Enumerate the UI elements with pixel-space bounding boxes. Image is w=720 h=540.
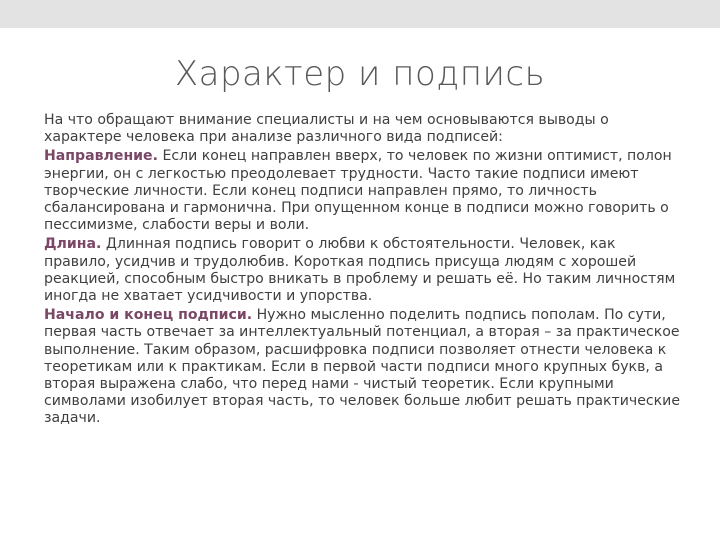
section-direction	[44, 148, 684, 234]
section-text: Нужно мысленно поделить подпись пополам. По сути, первая часть отвечает за интеллектуальный потенциал, а вторая – за практическое выполнение. Таким образом, расшифровка подписи позволяет отнести человека к теоретикам или к практикам. Если в первой части подписи много крупных букв, а вторая выражена слабо, что перед нами - чистый теоретик. Если крупными символами изобилует вторая часть, то человек больше любит решать практические задачи.	[44, 307, 681, 427]
slide-body	[44, 112, 684, 430]
section-term: Направление.	[44, 148, 158, 165]
section-text: Длинная подпись говорит о любви к обстоятельности. Человек, как правило, усидчив и трудолюбив. Короткая подпись присуща людям с хорошей реакцией, способным быстро вникать в проблему и решать её. Но таким личностям иногда не хватает усидчивости и упорства.	[44, 236, 676, 305]
section-length	[44, 236, 684, 305]
intro-paragraph: На что обращают внимание специалисты и на чем основываются выводы о характере человека при анализе различного вида подписей:	[44, 112, 609, 146]
section-start-end	[44, 307, 684, 427]
top-band	[0, 0, 720, 28]
section-term: Начало и конец подписи.	[44, 307, 253, 324]
section-term: Длина.	[44, 236, 102, 253]
section-text: Если конец направлен вверх, то человек по жизни оптимист, полон энергии, он с легкостью преодолевает трудности. Часто такие подписи имеют творческие личности. Если конец подписи направлен прямо, то личность сбалансирована и гармонична. При опущенном конце в подписи можно говорить о пессимизме, слабости веры и воли.	[44, 148, 672, 234]
slide-title: Характер и подпись	[174, 54, 546, 94]
